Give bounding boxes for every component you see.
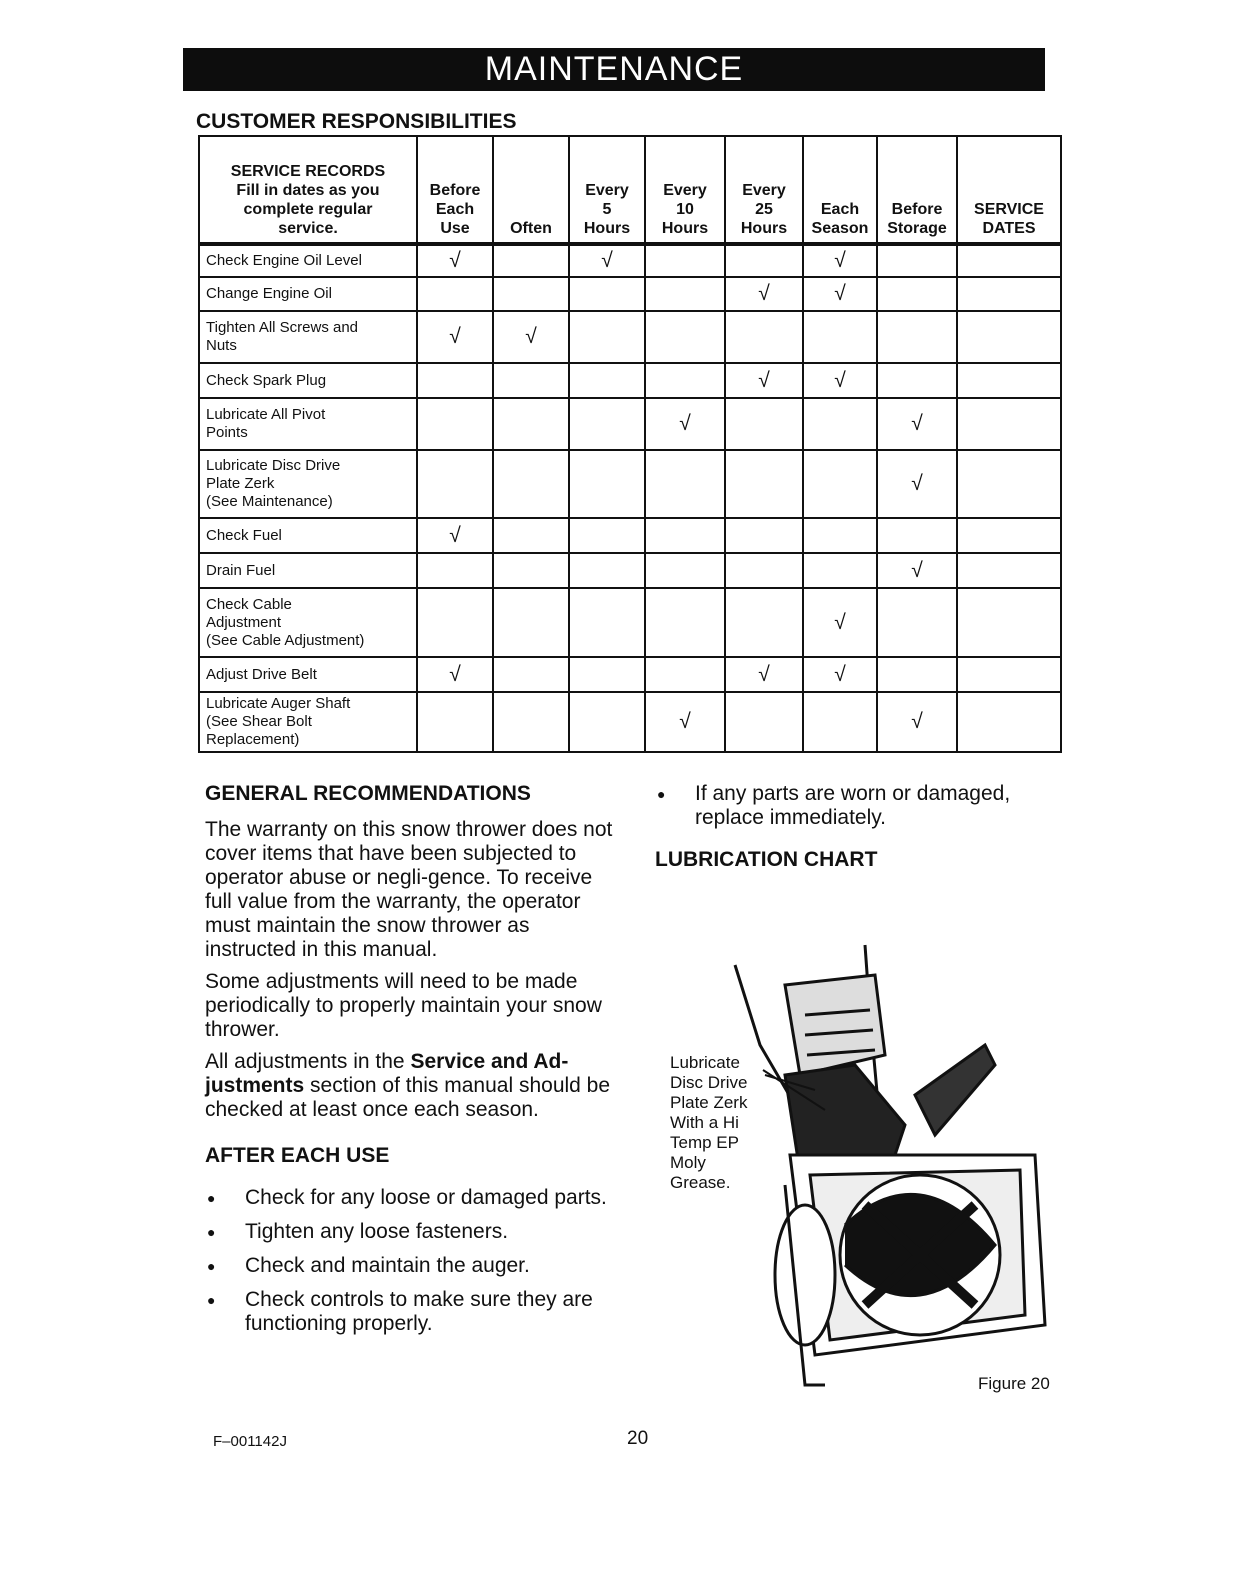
check-mark-icon: √: [725, 657, 803, 692]
table-row: [199, 398, 1061, 450]
empty-cell: [877, 277, 957, 311]
general-recommendations-title: GENERAL RECOMMENDATIONS: [205, 782, 531, 805]
task-cell: Adjust Drive Belt: [199, 657, 417, 692]
header-each-season: Each Season: [803, 136, 877, 244]
table-row: [199, 692, 1061, 752]
empty-cell: [725, 692, 803, 752]
task-cell: Check Spark Plug: [199, 363, 417, 398]
empty-cell: [725, 588, 803, 657]
header-every-25-hours: Every 25 Hours: [725, 136, 803, 244]
empty-cell: [645, 450, 725, 518]
empty-cell: [493, 657, 569, 692]
empty-cell: [957, 657, 1061, 692]
table-row: [199, 277, 1061, 311]
empty-cell: [877, 363, 957, 398]
check-mark-icon: √: [569, 244, 645, 277]
empty-cell: [877, 588, 957, 657]
empty-cell: [957, 553, 1061, 588]
empty-cell: [493, 553, 569, 588]
check-mark-icon: √: [417, 311, 493, 363]
empty-cell: [725, 450, 803, 518]
header-every-5-hours: Every 5 Hours: [569, 136, 645, 244]
bullet-icon: ●: [207, 1292, 216, 1308]
empty-cell: [417, 363, 493, 398]
empty-cell: [803, 553, 877, 588]
task-cell: Check Engine Oil Level: [199, 244, 417, 277]
check-mark-icon: √: [803, 588, 877, 657]
empty-cell: [417, 398, 493, 450]
empty-cell: [569, 692, 645, 752]
check-mark-icon: √: [645, 398, 725, 450]
check-mark-icon: √: [493, 311, 569, 363]
task-cell: Lubricate Auger Shaft (See Shear Bolt Replacement): [199, 692, 417, 752]
table-row: [199, 363, 1061, 398]
list-item: ● Tighten any loose fasteners.: [207, 1220, 509, 1243]
empty-cell: [957, 277, 1061, 311]
table-row: [199, 518, 1061, 553]
table-row: [199, 244, 1061, 277]
table-header-row: [199, 136, 1061, 244]
empty-cell: [569, 588, 645, 657]
task-cell: Lubricate Disc Drive Plate Zerk (See Maintenance): [199, 450, 417, 518]
list-item: ● If any parts are worn or damaged, replace immediately.: [657, 782, 1011, 829]
header-before-storage: Before Storage: [877, 136, 957, 244]
empty-cell: [803, 518, 877, 553]
empty-cell: [725, 553, 803, 588]
right-column: [655, 782, 1075, 872]
empty-cell: [803, 398, 877, 450]
empty-cell: [645, 277, 725, 311]
empty-cell: [569, 518, 645, 553]
table-row: [199, 450, 1061, 518]
empty-cell: [569, 398, 645, 450]
empty-cell: [493, 450, 569, 518]
empty-cell: [417, 277, 493, 311]
section-title: CUSTOMER RESPONSIBILITIES: [196, 110, 517, 133]
empty-cell: [645, 244, 725, 277]
empty-cell: [493, 363, 569, 398]
check-mark-icon: √: [877, 553, 957, 588]
empty-cell: [645, 363, 725, 398]
empty-cell: [493, 398, 569, 450]
empty-cell: [803, 692, 877, 752]
empty-cell: [493, 692, 569, 752]
bullet-icon: ●: [207, 1190, 216, 1206]
empty-cell: [645, 553, 725, 588]
table-row: [199, 588, 1061, 657]
empty-cell: [569, 277, 645, 311]
empty-cell: [493, 518, 569, 553]
empty-cell: [957, 588, 1061, 657]
empty-cell: [725, 311, 803, 363]
empty-cell: [645, 657, 725, 692]
empty-cell: [417, 692, 493, 752]
task-cell: Change Engine Oil: [199, 277, 417, 311]
empty-cell: [877, 657, 957, 692]
empty-cell: [957, 244, 1061, 277]
empty-cell: [645, 311, 725, 363]
task-cell: Tighten All Screws and Nuts: [199, 311, 417, 363]
bullet-icon: ●: [207, 1224, 216, 1240]
table-row: [199, 553, 1061, 588]
header-service-dates: SERVICE DATES: [957, 136, 1061, 244]
maintenance-table: [198, 135, 1062, 753]
empty-cell: [957, 692, 1061, 752]
left-column: [205, 782, 615, 1346]
empty-cell: [417, 450, 493, 518]
check-mark-icon: √: [645, 692, 725, 752]
maintenance-banner: MAINTENANCE: [183, 48, 1045, 91]
header-every-10-hours: Every 10 Hours: [645, 136, 725, 244]
header-before-each-use: Before Each Use: [417, 136, 493, 244]
empty-cell: [493, 588, 569, 657]
list-item: ● Check and maintain the auger.: [207, 1254, 530, 1277]
general-paragraph-1: The warranty on this snow thrower does not cover items that have been subjected to operator abuse or negli-gence. To receive full value from the warranty, the operator must maintain the snow thrower as instructed in this manual.: [205, 818, 613, 961]
empty-cell: [877, 311, 957, 363]
figure-label: Figure 20: [978, 1374, 1050, 1393]
empty-cell: [493, 277, 569, 311]
general-paragraph-2: Some adjustments will need to be made periodically to properly maintain your snow thrower.: [205, 970, 602, 1041]
header-service-records: SERVICE RECORDS Fill in dates as you complete regular service.: [199, 136, 417, 244]
list-item: ● Check for any loose or damaged parts.: [207, 1186, 607, 1209]
empty-cell: [493, 244, 569, 277]
lubrication-chart-title: LUBRICATION CHART: [655, 848, 878, 871]
check-mark-icon: √: [417, 518, 493, 553]
table-row: [199, 657, 1061, 692]
empty-cell: [725, 518, 803, 553]
check-mark-icon: √: [803, 363, 877, 398]
empty-cell: [569, 311, 645, 363]
after-each-use-title: AFTER EACH USE: [205, 1144, 390, 1167]
empty-cell: [569, 657, 645, 692]
check-mark-icon: √: [877, 450, 957, 518]
task-cell: Drain Fuel: [199, 553, 417, 588]
table-row: [199, 311, 1061, 363]
check-mark-icon: √: [725, 363, 803, 398]
empty-cell: [645, 518, 725, 553]
check-mark-icon: √: [803, 277, 877, 311]
header-often: Often: [493, 136, 569, 244]
empty-cell: [877, 244, 957, 277]
empty-cell: [803, 450, 877, 518]
task-cell: Check Cable Adjustment (See Cable Adjustment): [199, 588, 417, 657]
lubrication-callout: Lubricate Disc Drive Plate Zerk With a Hi Temp EP Moly Grease.: [670, 1053, 748, 1192]
bullet-icon: ●: [657, 786, 666, 802]
empty-cell: [877, 518, 957, 553]
empty-cell: [957, 450, 1061, 518]
check-mark-icon: √: [877, 692, 957, 752]
empty-cell: [803, 311, 877, 363]
empty-cell: [569, 553, 645, 588]
bullet-icon: ●: [207, 1258, 216, 1274]
check-mark-icon: √: [803, 244, 877, 277]
empty-cell: [957, 398, 1061, 450]
check-mark-icon: √: [803, 657, 877, 692]
empty-cell: [417, 553, 493, 588]
check-mark-icon: √: [417, 657, 493, 692]
task-cell: Lubricate All Pivot Points: [199, 398, 417, 450]
empty-cell: [645, 588, 725, 657]
empty-cell: [569, 450, 645, 518]
empty-cell: [725, 398, 803, 450]
empty-cell: [957, 311, 1061, 363]
general-paragraph-3: All adjustments in the Service and Ad-justments section of this manual should be checked at least once each season.: [205, 1050, 611, 1121]
list-item: ● Check controls to make sure they are functioning properly.: [207, 1288, 593, 1335]
check-mark-icon: √: [877, 398, 957, 450]
empty-cell: [957, 363, 1061, 398]
check-mark-icon: √: [417, 244, 493, 277]
empty-cell: [569, 363, 645, 398]
empty-cell: [957, 518, 1061, 553]
check-mark-icon: √: [725, 277, 803, 311]
empty-cell: [725, 244, 803, 277]
document-code: F–001142J: [213, 1433, 287, 1450]
task-cell: Check Fuel: [199, 518, 417, 553]
empty-cell: [417, 588, 493, 657]
page-number: 20: [627, 1428, 649, 1449]
